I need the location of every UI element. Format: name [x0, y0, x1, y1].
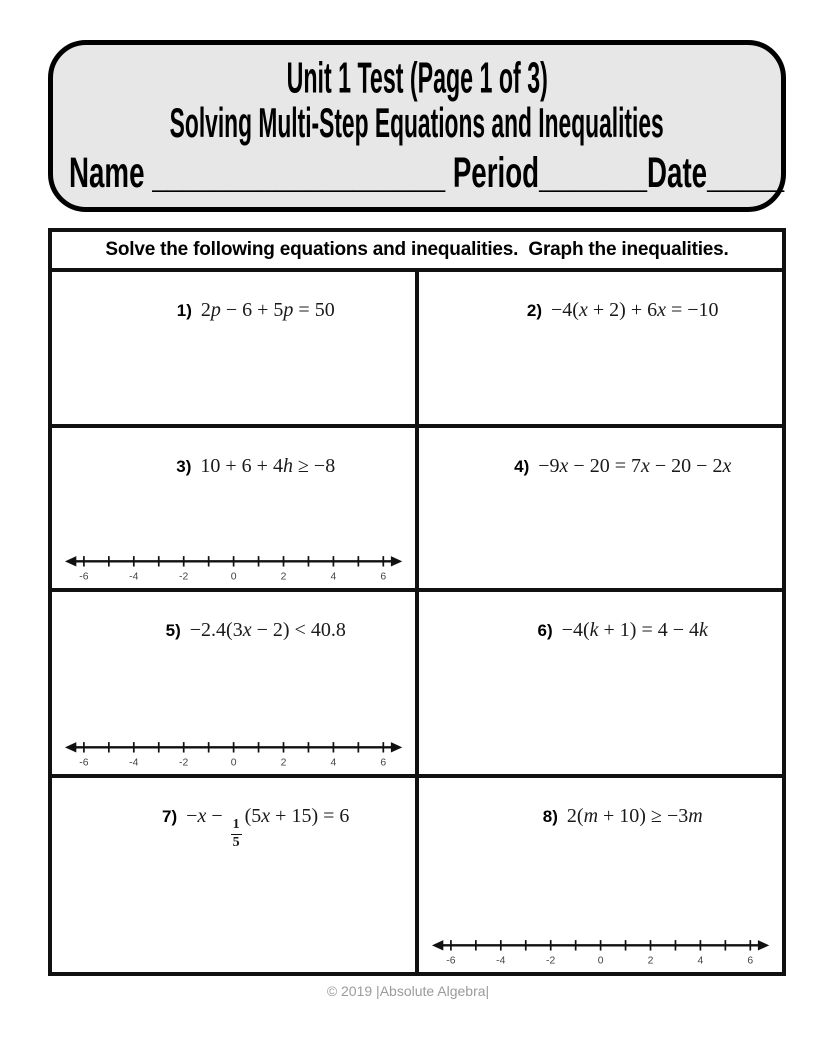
problem-6	[419, 592, 782, 660]
svg-text:-6: -6	[79, 757, 89, 769]
problem-3-number: 3)	[176, 457, 192, 476]
numberline-svg	[63, 549, 404, 583]
svg-text:2: 2	[647, 955, 654, 967]
problem-1-expression: 2p − 6 + 5p = 50	[200, 299, 335, 321]
svg-text:4: 4	[330, 571, 337, 583]
problem-4-number: 4)	[514, 457, 530, 476]
problem-cell-8	[419, 778, 782, 972]
svg-text:-2: -2	[545, 955, 556, 967]
period-label: Period	[445, 148, 540, 196]
title-line-1	[69, 55, 765, 101]
problem-5-number: 5)	[165, 621, 181, 640]
instructions-text: Solve the following equations and inequalities. Graph the inequalities.	[105, 239, 729, 260]
fraction: $\frac{1}{5}$	[232, 817, 240, 850]
date-blank: _____	[707, 148, 785, 196]
problem-4-expression: −9x − 20 = 7x − 20 − 2x	[538, 455, 732, 477]
numberline-svg	[63, 735, 404, 769]
problem-6-number: 6)	[537, 621, 553, 640]
problem-cell-1	[52, 272, 415, 424]
svg-text:0: 0	[597, 955, 604, 967]
svg-text:-6: -6	[446, 955, 456, 967]
problem-1-number: 1)	[176, 301, 192, 320]
svg-text:6: 6	[380, 757, 387, 769]
svg-text:2: 2	[280, 757, 287, 769]
problem-5-expression: −2.4(3x − 2) < 40.8	[189, 619, 346, 641]
problem-cell-4	[419, 428, 782, 588]
svg-text:0: 0	[230, 571, 237, 583]
numberline-problem-5	[63, 735, 404, 769]
problem-2-expression: −4(x + 2) + 6x = −10	[551, 299, 719, 321]
name-period-date-row	[69, 148, 785, 197]
svg-text:-4: -4	[496, 955, 506, 967]
problem-cell-7	[52, 778, 415, 972]
problem-cell-2	[419, 272, 782, 424]
problem-2	[419, 272, 782, 340]
svg-text:4: 4	[697, 955, 704, 967]
svg-text:6: 6	[747, 955, 754, 967]
svg-text:4: 4	[330, 757, 337, 769]
name-period-date-text	[69, 148, 784, 197]
svg-text:-2: -2	[178, 571, 189, 583]
numberline-problem-8	[430, 933, 771, 967]
problem-6-expression: −4(k + 1) = 4 − 4k	[561, 619, 708, 641]
svg-text:-4: -4	[129, 757, 139, 769]
svg-text:0: 0	[230, 757, 237, 769]
name-label: Name	[69, 148, 153, 196]
problem-5	[52, 592, 415, 660]
problem-cell-5	[52, 592, 415, 774]
period-blank: _______	[539, 148, 648, 196]
worksheet-subtitle: Solving Multi-Step Equations and Inequalities	[169, 100, 665, 147]
svg-text:2: 2	[280, 571, 287, 583]
problem-4	[419, 428, 782, 496]
problem-8	[419, 778, 782, 846]
problem-7-number: 7)	[162, 807, 178, 826]
svg-text:-2: -2	[178, 757, 189, 769]
problem-3	[52, 428, 415, 496]
svg-text:-4: -4	[129, 571, 139, 583]
problem-8-number: 8)	[542, 807, 558, 826]
svg-text:-6: -6	[79, 571, 89, 583]
problem-cell-6	[419, 592, 782, 774]
problem-3-expression: 10 + 6 + 4h ≥ −8	[200, 455, 336, 477]
problems-grid	[52, 272, 782, 972]
worksheet-title: Unit 1 Test (Page 1 of 3)	[286, 53, 548, 102]
worksheet-header	[48, 40, 786, 212]
numberline-svg	[430, 933, 771, 967]
problem-2-number: 2)	[526, 301, 543, 320]
copyright-footer: © 2019 |Absolute Algebra|	[326, 983, 490, 999]
instructions-bar	[52, 232, 782, 268]
problem-8-expression: 2(m + 10) ≥ −3m	[566, 805, 703, 827]
name-blank: ___________________	[152, 148, 446, 196]
svg-text:6: 6	[380, 571, 387, 583]
title-line-2	[69, 101, 765, 147]
problem-1	[52, 272, 415, 340]
problem-cell-3	[52, 428, 415, 588]
problem-7	[52, 778, 415, 869]
problem-7-expression: −x − $\frac{1}{5}$ (5x + 15) = 6	[186, 805, 350, 850]
date-label: Date	[647, 148, 708, 196]
numberline-problem-3	[63, 549, 404, 583]
problems-table	[48, 228, 786, 976]
